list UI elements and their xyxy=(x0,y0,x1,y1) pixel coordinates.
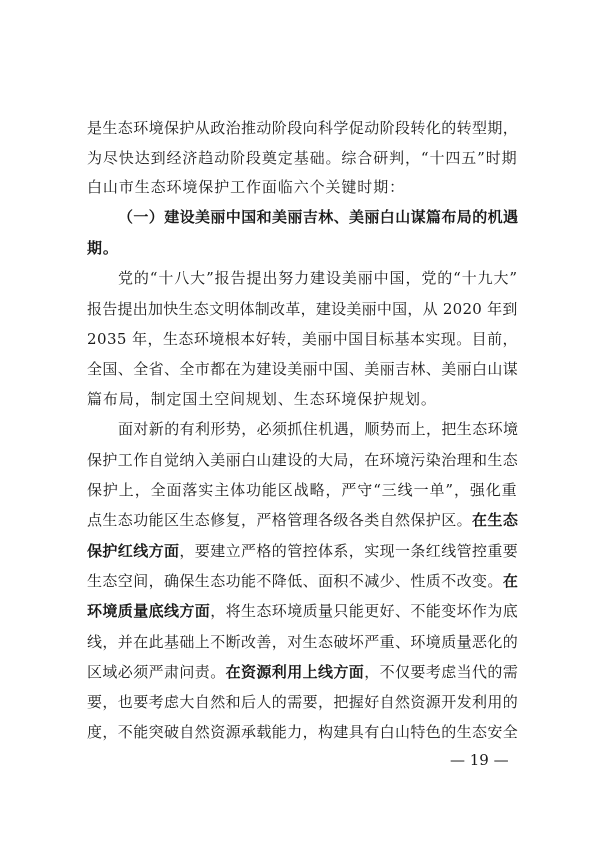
text-span: 点生态功能区生态修复，严格管理各级各类自然保护区。 xyxy=(87,511,473,529)
text-span: 全国、全省、全市都在为建设美丽中国、美丽吉林、美丽白山谋 xyxy=(87,360,519,378)
text-span: 期。 xyxy=(87,239,119,257)
text-line xyxy=(87,475,518,505)
text-line xyxy=(87,687,518,717)
text-span: 党的“十八大”报告提出努力建设美丽中国，党的“十九大” xyxy=(118,269,518,287)
text-span: 保护工作自觉纳入美丽白山建设的大局，在环境污染治理和生态 xyxy=(87,451,519,469)
text-span: 区域必须严肃问责。 xyxy=(87,663,226,681)
text-line xyxy=(87,717,518,747)
bold-span: 环境质量底线方面 xyxy=(87,602,211,620)
text-span: 报告提出加快生态文明体制改革，建设美丽中国，从 2020 年到 xyxy=(87,300,518,318)
text-line xyxy=(87,324,518,354)
text-span: 度，不能突破自然资源承载能力，构建具有白山特色的生态安全 xyxy=(87,723,519,741)
page-number: — 19 — xyxy=(450,751,509,769)
text-line xyxy=(118,414,518,444)
text-line xyxy=(87,536,518,566)
bold-span: 在 xyxy=(502,572,519,590)
text-span: （一）建设美丽中国和美丽吉林、美丽白山谋篇布局的机遇 xyxy=(118,208,519,226)
text-line xyxy=(87,505,518,535)
text-span: 2035 年，生态环境根本好转，美丽中国目标基本实现。目前， xyxy=(87,330,518,348)
text-line xyxy=(87,113,518,143)
bold-span: 保护红线方面 xyxy=(87,542,180,560)
section-heading xyxy=(118,202,518,232)
text-line xyxy=(87,627,518,657)
text-line xyxy=(87,596,518,626)
text-line xyxy=(87,354,518,384)
text-line xyxy=(87,294,518,324)
text-span: 篇布局，制定国土空间规划、生态环境保护规划。 xyxy=(87,390,437,408)
text-span: ，不仅要考虑当代的需 xyxy=(364,663,519,681)
text-line xyxy=(87,384,437,414)
text-span: 面对新的有利形势，必须抓住机遇，顺势而上，把生态环境 xyxy=(118,420,519,438)
text-span: 白山市生态环境保护工作面临六个关键时期： xyxy=(87,178,406,196)
text-span: 是生态环境保护从政治推动阶段向科学促动阶段转化的转型期， xyxy=(87,119,519,137)
section-heading-continuation xyxy=(87,233,119,263)
text-span: 线，并在此基础上不断改善，对生态破坏严重、环境质量恶化的 xyxy=(87,633,519,651)
text-span: 生态空间，确保生态功能不降低、面积不减少、性质不改变。 xyxy=(87,572,503,590)
bold-span: 在生态 xyxy=(472,511,519,529)
text-line xyxy=(87,566,518,596)
text-line xyxy=(87,657,518,687)
text-span: 为尽快达到经济趋动阶段奠定基础。综合研判，“十四五”时期 xyxy=(87,149,518,167)
bold-span: 在资源利用上线方面 xyxy=(225,663,365,681)
text-span: ，将生态环境质量只能更好、不能变坏作为底 xyxy=(210,602,519,620)
text-span: ，要建立严格的管控体系，实现一条红线管控重要 xyxy=(179,542,519,560)
text-line xyxy=(87,445,518,475)
text-line xyxy=(87,143,518,173)
text-span: 要，也要考虑大自然和后人的需要，把握好自然资源开发利用的 xyxy=(87,693,519,711)
text-line xyxy=(87,172,405,202)
text-line xyxy=(118,263,518,293)
text-span: 保护上，全面落实主体功能区战略，严守“三线一单”，强化重 xyxy=(87,481,518,499)
